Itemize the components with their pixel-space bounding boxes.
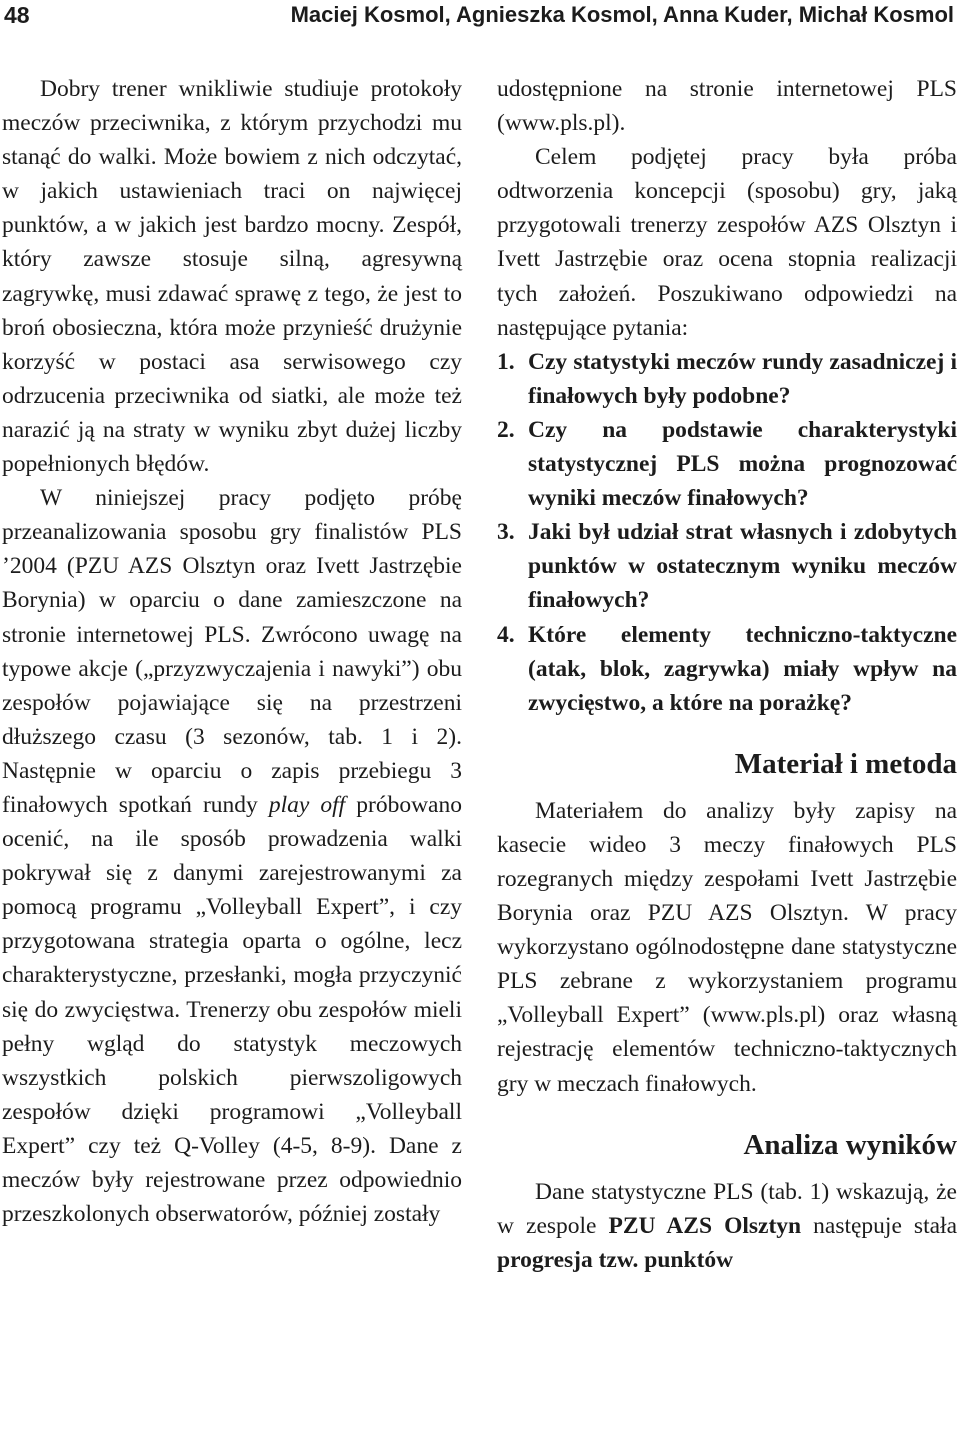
- question-text: Czy statystyki meczów rundy zasadniczej i finałowych były podobne?: [528, 348, 957, 409]
- paragraph-analysis: [497, 1175, 957, 1277]
- paragraph-continuation: udostępnione na stronie internetowej PLS (www.pls.pl).: [497, 76, 957, 137]
- section-heading-material: Materiał i metoda: [734, 747, 957, 780]
- question-number: 4.: [497, 621, 515, 648]
- paragraph-aim-description: [2, 481, 462, 1231]
- running-head-authors: Maciej Kosmol, Agnieszka Kosmol, Anna Kuder, Michał Kosmol: [290, 2, 954, 27]
- question-text: Które elementy techniczno-taktyczne (atak, blok, zagrywka) miały wpływ na zwycięstwo, a które na porażkę?: [528, 621, 957, 716]
- paragraph-text-2: próbowano ocenić, na ile sposób prowadzenia walki pokrywał się z danymi zarejestrowanymi za pomocą programu „Volleyball Expert”, i czy przygotowana strategia oparta o ogólne, lecz charakterystyczne, przesłanki, mogła przyczynić się do zwycięstwa. Trenerzy obu zespołów mieli pełny wgląd do statystyk meczowych wszystkich polskich pierwszoligowych zespołów dzięki programowi „Volleyball Expert” czy też Q-Volley (4-5, 8-9). Dane z meczów były rejestrowane przez odpowiednio przeszkolonych obserwatorów, później zostały: [2, 791, 462, 1228]
- research-question: [497, 345, 957, 413]
- question-text: Jaki był udział strat własnych i zdobytych punktów w ostatecznym wyniku meczów finałowych?: [528, 519, 957, 614]
- section-heading-analysis: Analiza wyników: [743, 1128, 957, 1161]
- research-questions-list: [497, 345, 957, 720]
- question-number: 1.: [497, 348, 515, 375]
- italic-term-play-off: play off: [268, 791, 346, 818]
- analysis-bold-progression: progresja tzw. punktów: [497, 1246, 734, 1273]
- left-column: [2, 72, 462, 1231]
- page-number: 48: [4, 2, 30, 28]
- right-column: [497, 72, 957, 1277]
- question-text: Czy na podstawie charakterystyki statystycznej PLS można prognozować wyniki meczów finałowych?: [528, 416, 957, 512]
- paragraph-material: Materiałem do analizy były zapisy na kasecie wideo 3 meczy finałowych PLS rozegranych między zespołami Ivett Jastrzębie Borynia oraz PZU AZS Olsztyn. W pracy wykorzystano ogólnodostępne dane statystyczne PLS zebrane z wykorzystaniem programu „Volleyball Expert” (www.pls.pl) oraz własną rejestrację elementów techniczno-taktycznych gry w meczach finałowych.: [497, 797, 957, 1097]
- question-number: 2.: [497, 416, 515, 443]
- research-question: [497, 618, 957, 720]
- analysis-text-1: Dane statystyczne PLS (tab. 1) wskazują, że w zespole: [497, 1178, 957, 1239]
- research-question: [497, 413, 957, 515]
- paragraph-text-1: W niniejszej pracy podjęto próbę przeanalizowania sposobu gry finalistów PLS ’2004 (PZU AZS Olsztyn oraz Ivett Jastrzębie Borynia) w oparciu o dane zamieszczone na stronie internetowej PLS. Zwrócono uwagę na typowe akcje („przyzwyczajenia i nawyki”) obu zespołów pojawiające się na przestrzeni dłuższego czasu (3 sezonów, tab. 1 i 2). Następnie w oparciu o zapis przebiegu 3 finałowych spotkań rundy: [2, 485, 462, 818]
- paragraph-aim: Celem podjętej pracy była próba odtworzenia koncepcji (sposobu) gry, jaką przygotowali trenerzy zespołów AZS Olsztyn i Ivett Jastrzębie oraz ocena stopnia realizacji tych założeń. Poszukiwano odpowiedzi na następujące pytania:: [497, 144, 957, 341]
- running-header: [0, 0, 960, 40]
- paragraph-intro: Dobry trener wnikliwie studiuje protokoły meczów przeciwnika, z którym przychodzi mu stanąć do walki. Może bowiem z nich odczytać, w jakich ustawieniach traci on najwięcej punktów, a w jakich jest bardzo mocny. Zespół, który zawsze stosuje silną, agresywną zagrywkę, musi zdawać sprawę z tego, że jest to broń obosieczna, która może przynieść drużynie korzyść w postaci asa serwisowego czy odrzucenia przeciwnika od siatki, ale może też narazić ją na straty w wyniku zbyt dużej liczby popełnionych błędów.: [2, 76, 462, 478]
- analysis-text-2: następuje stała: [801, 1212, 958, 1239]
- research-question: [497, 515, 957, 617]
- question-number: 3.: [497, 519, 515, 546]
- analysis-bold-team: PZU AZS Olsztyn: [608, 1212, 802, 1239]
